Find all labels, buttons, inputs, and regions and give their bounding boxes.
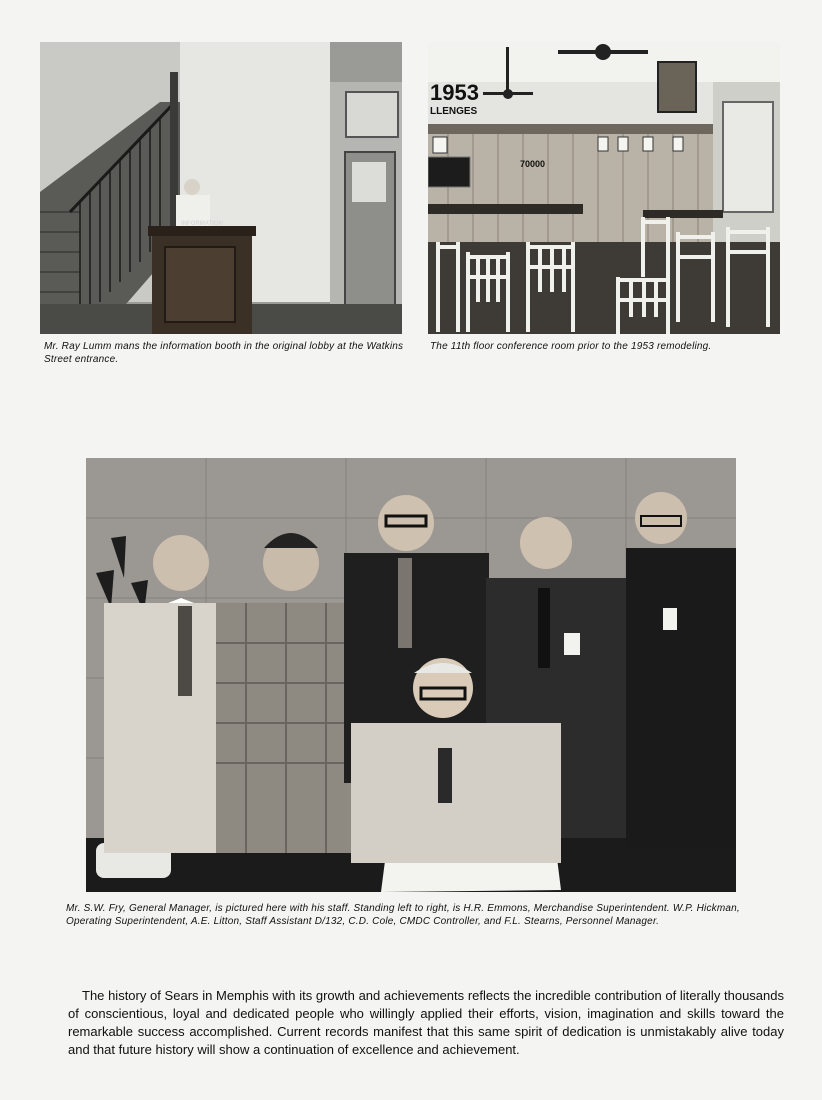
staff-group-photo — [86, 458, 736, 892]
lobby-caption: Mr. Ray Lumm mans the information booth in the original lobby at the Watkins Street entrance. — [44, 341, 404, 365]
wall-number-text: 70000 — [520, 159, 546, 169]
conference-room-photo — [428, 42, 780, 334]
conference-caption: The 11th floor conference room prior to the 1953 remodeling. — [430, 341, 712, 352]
staff-caption: Mr. S.W. Fry, General Manager, is pictured here with his staff. Standing left to right, is H.R. Emmons, Merchandise Superintendent. W.P. Hickman, Operating Superintendent, A.E. Litton, Staff Assistant D/132, C.D. Cole, CMDC Controller, and F.L. Stearns, Personnel Manager. — [66, 903, 740, 927]
banner-word-text: LLENGES — [430, 106, 478, 117]
lobby-photo — [40, 42, 402, 334]
booth-sign-text: INFORMATION — [181, 221, 223, 227]
history-paragraph: The history of Sears in Memphis with its growth and achievements reflects the incredible contribution of literally thousands of conscientious, loyal and dedicated people who willingly applied their efforts, vision, imagination and skills toward the remarkable success accomplished. Current records manifest that this same spirit of dedication is unmistakably alive today and that future history will show a continuation of excellence and achievement. — [68, 988, 784, 1057]
banner-year-text: 1953 — [430, 80, 479, 105]
